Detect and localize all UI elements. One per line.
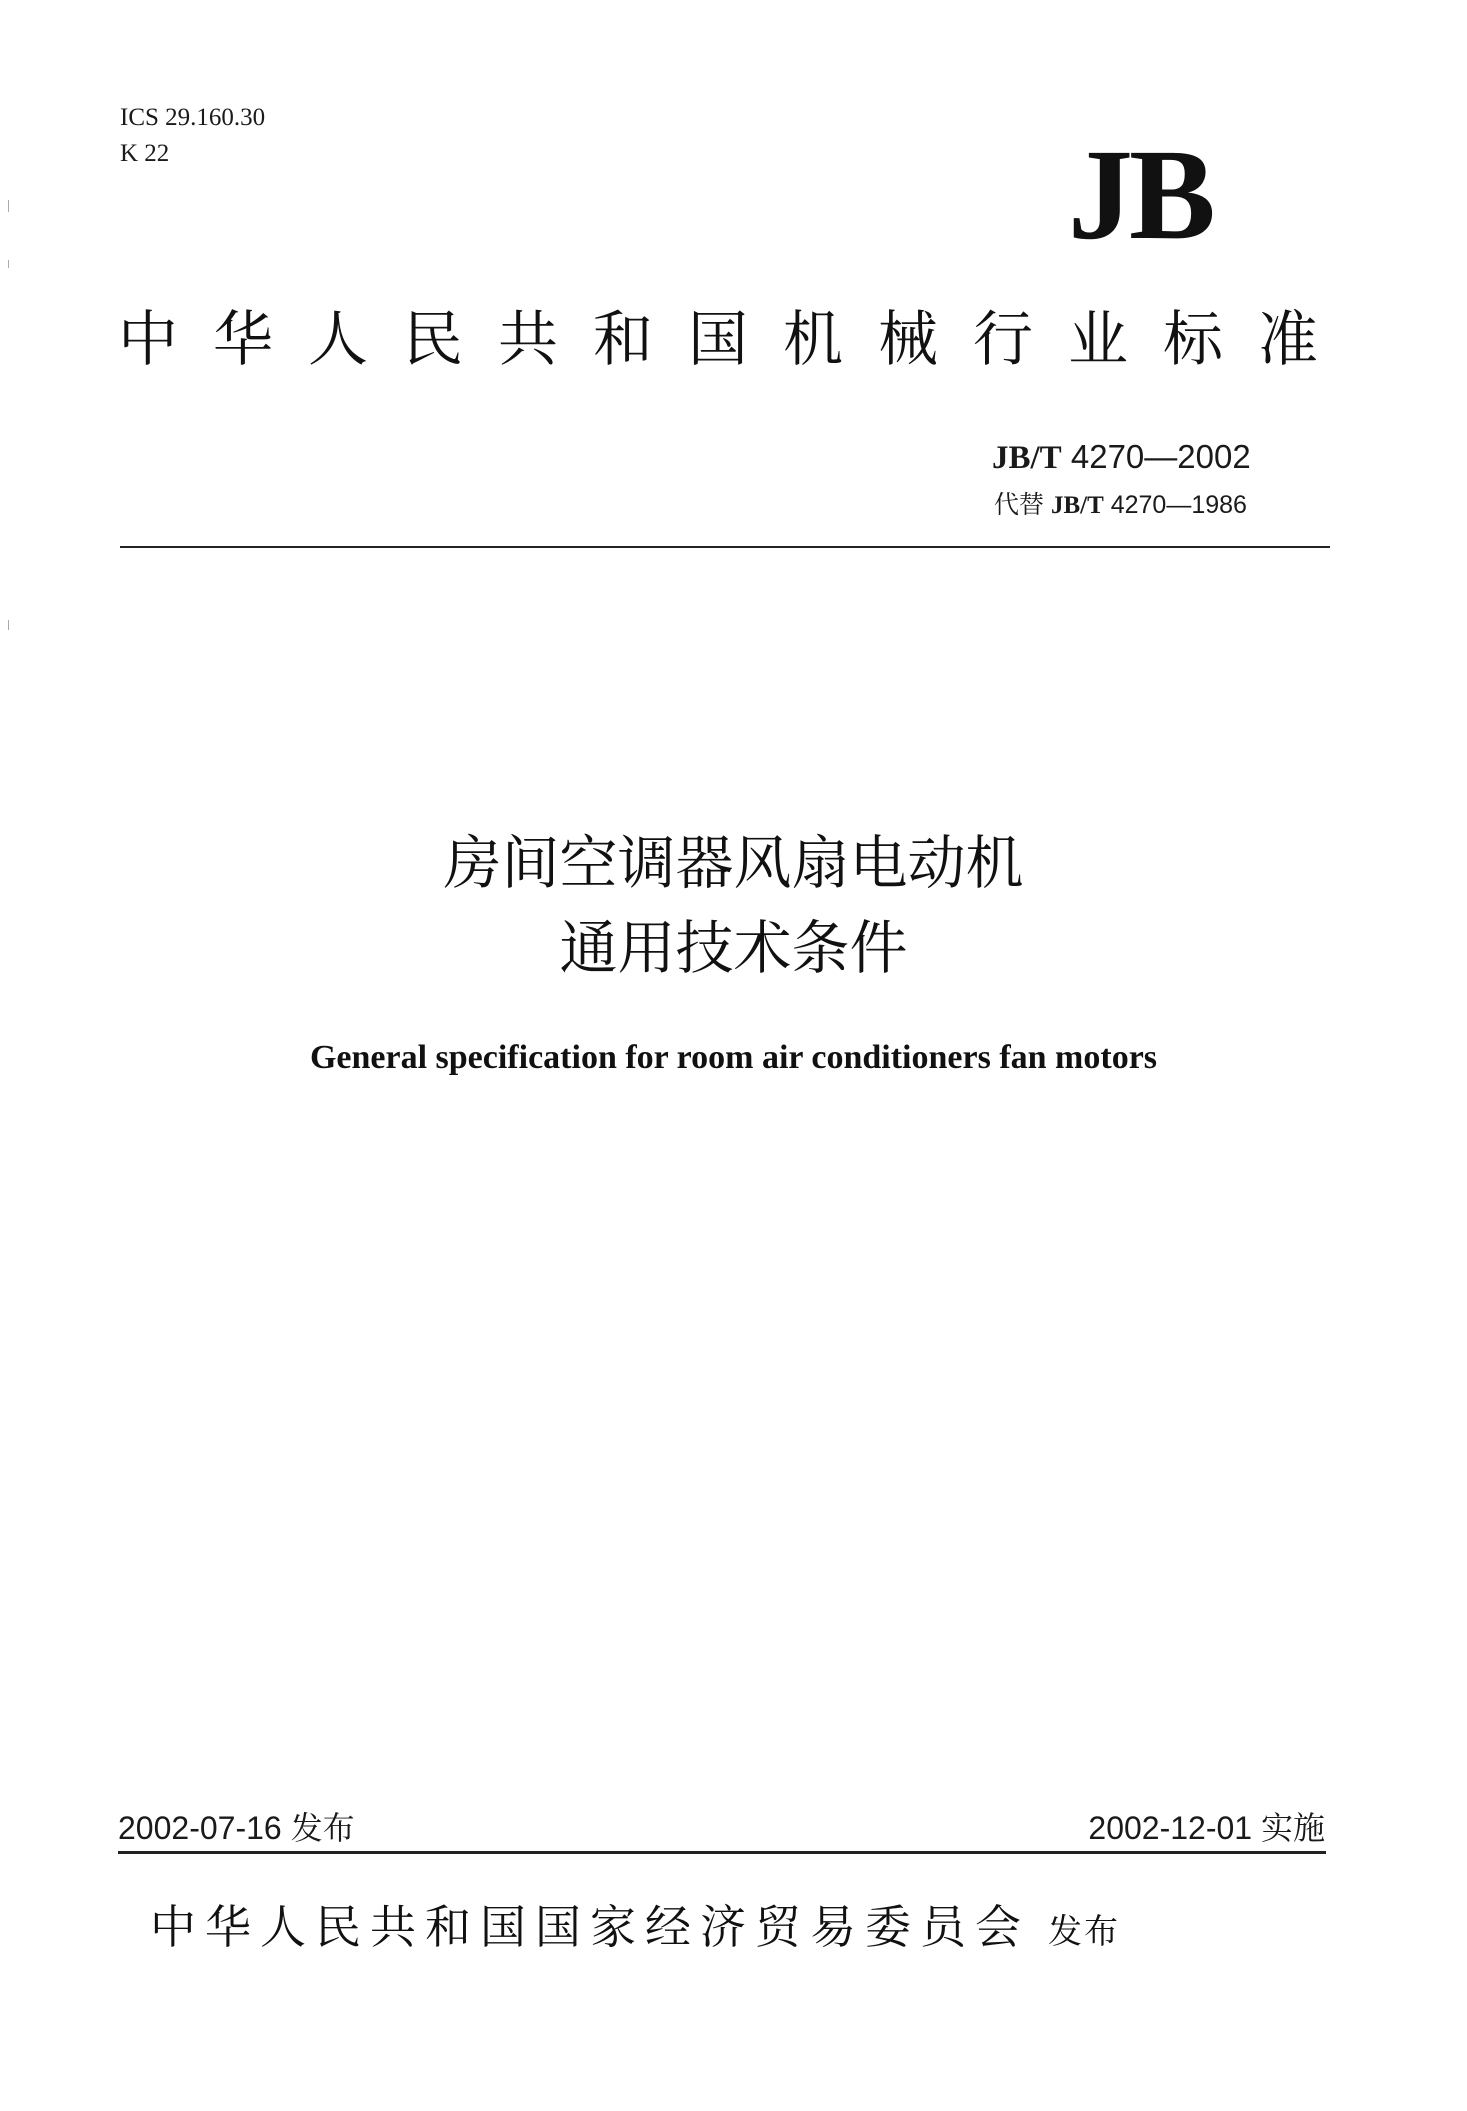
scan-mark bbox=[8, 260, 9, 268]
replaces-standard bbox=[994, 488, 1247, 523]
classification-codes bbox=[120, 100, 265, 172]
header-divider bbox=[120, 546, 1330, 548]
replaces-label: 代替 bbox=[994, 491, 1045, 519]
scan-mark bbox=[8, 200, 9, 212]
footer-divider bbox=[118, 1851, 1326, 1854]
ccs-code: K 22 bbox=[120, 140, 170, 167]
standard-category-title: 中华人民共和国机械行业标准 bbox=[118, 305, 1353, 375]
implementation-date: 2002-12-01 实施 bbox=[1088, 1810, 1325, 1846]
ics-code: ICS 29.160.30 bbox=[120, 104, 266, 131]
replaces-prefix: JB/T bbox=[1050, 492, 1104, 519]
scan-mark bbox=[8, 620, 9, 630]
publisher-suffix: 发布 bbox=[1048, 1912, 1120, 1952]
standard-number-prefix: JB/T bbox=[992, 440, 1062, 476]
jb-logo: JB bbox=[1068, 123, 1212, 267]
publisher-name: 中华人民共和国国家经济贸易委员会 bbox=[150, 1900, 1030, 1954]
chinese-title-line1: 房间空调器风扇电动机 bbox=[443, 829, 1024, 897]
standard-number-value: 4270—2002 bbox=[1070, 438, 1251, 475]
standard-number bbox=[992, 436, 1251, 479]
publisher bbox=[150, 1894, 1120, 1965]
replaces-number: 4270—1986 bbox=[1110, 491, 1247, 519]
issue-date: 2002-07-16 发布 bbox=[118, 1810, 355, 1846]
chinese-title-line2: 通用技术条件 bbox=[559, 914, 908, 982]
english-title: General specification for room air conditioners fan motors bbox=[309, 1039, 1158, 1076]
